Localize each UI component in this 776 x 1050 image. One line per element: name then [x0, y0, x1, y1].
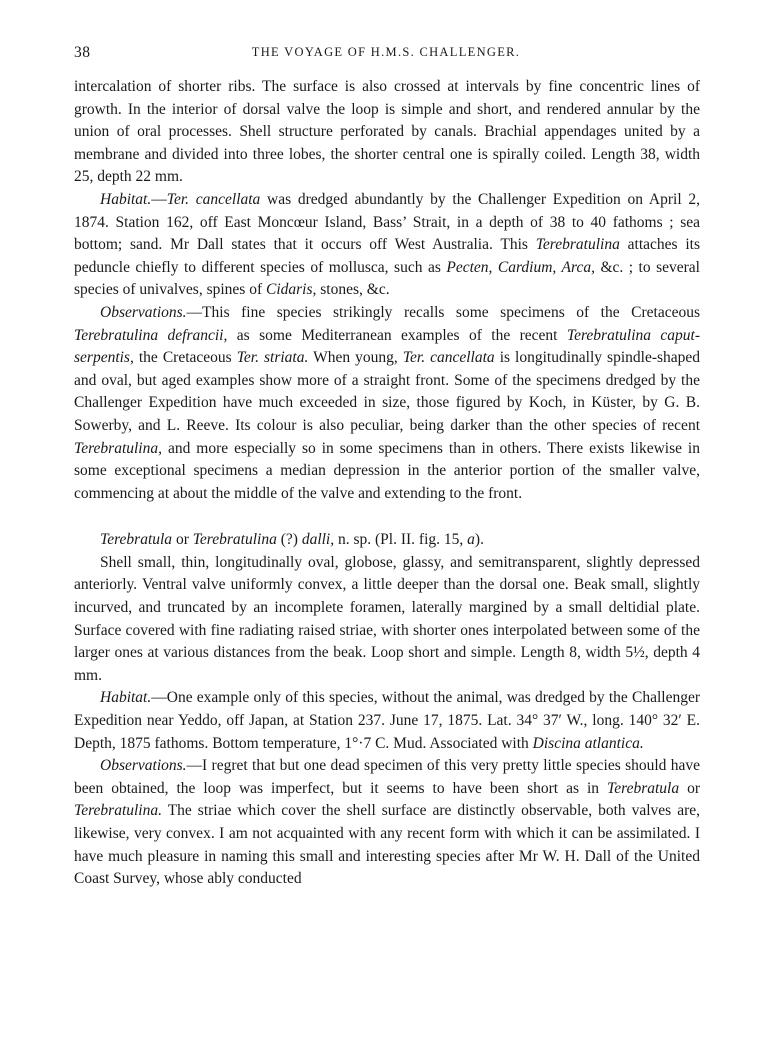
page-number: 38: [74, 44, 91, 61]
paragraph-continuation: intercalation of shorter ribs. The surface is also crossed at intervals by fine concentric lines of growth. In the interior of dorsal valve the loop is simple and short, and rendered annular by the union of oral processes. Shell structure perforated by canals. Brachial appendages united by a membrane and divided into three lobes, the shorter central one is spirally coiled. Length 38, width 25, depth 22 mm.: [74, 78, 700, 186]
paragraph-description-dalli: Shell small, thin, longitudinally oval, globose, glassy, and semitransparent, slightly depressed anteriorly. Ventral valve uniformly convex, a little deeper than the dorsal one. Beak small, slightly incurved, and truncated by an incomplete foramen, laterally margined by a small deltidial plate. Surface covered with fine radiating raised striae, with shorter ones interpolated between some of the larger ones at various distances from the beak. Loop short and simple. Length 8, width 5½, depth 4 mm.: [74, 553, 700, 684]
observations-label: Observations.: [100, 757, 187, 775]
paragraph-observations-cancellata: Observations.—This fine species strikingly recalls some specimens of the Cretaceous Terebratulina defrancii, as some Mediterranean examples of the recent Terebratulina caput-serpentis, the Cretaceous Ter. striata. When young, Ter. cancellata is longitudinally spindle-shaped and oval, but aged examples show more of a straight front. Some of the specimens dredged by the Challenger Expedition have much exceeded in size, those figured by Koch, in Küster, by G. B. Sowerby, and L. Reeve. Its colour is also peculiar, being darker than the other species of recent Terebratulina, and more especially so in some specimens than in others. There exists likewise in some exceptional specimens a median depression in the anterior portion of the smaller valve, commencing at about the middle of the valve and extending to the front.: [74, 303, 701, 502]
paragraph-habitat-dalli: Habitat.—One example only of this species, without the animal, was dredged by the Challenger Expedition near Yeddo, off Japan, at Station 237. June 17, 1875. Lat. 34° 37′ W., long. 140° 32′ E. Depth, 1875 fathoms. Bottom temperature, 1°·7 C. Mud. Associated with Discina atlantica.: [74, 689, 700, 752]
habitat-label: Habitat.: [100, 689, 152, 707]
running-head: THE VOYAGE OF H.M.S. CHALLENGER.: [251, 45, 521, 59]
habitat-label: Habitat.: [100, 190, 152, 208]
page-header: [74, 44, 698, 66]
observations-label: Observations.: [100, 303, 187, 321]
paragraph-observations-dalli: Observations.—I regret that but one dead specimen of this very pretty little species should have been obtained, the loop was imperfect, but it seems to have been short as in Terebratula or Terebratulina. The striae which cover the shell surface are distinctly observable, both valves are, likewise, very convex. I am not acquainted with any recent form with which it can be assimilated. I have much pleasure in naming this small and interesting species after Mr W. H. Dall of the United Coast Survey, whose ably conducted: [74, 757, 700, 888]
species-heading: Terebratula or Terebratulina (?) dalli, n. sp. (Pl. II. fig. 15, a).: [100, 531, 484, 549]
section-gap: [74, 505, 700, 529]
page-body: [74, 76, 700, 891]
paragraph-habitat-cancellata: Habitat.—Ter. cancellata was dredged abundantly by the Challenger Expedition on April 2, 1874. Station 162, off East Moncœur Island, Bass’ Strait, in a depth of 38 to 40 fathoms ; sea bottom; sand. Mr Dall states that it occurs off West Australia. This Terebratulina attaches its peduncle chiefly to different species of mollusca, such as Pecten, Cardium, Arca, &c. ; to several species of univalves, spines of Cidaris, stones, &c.: [74, 190, 701, 299]
